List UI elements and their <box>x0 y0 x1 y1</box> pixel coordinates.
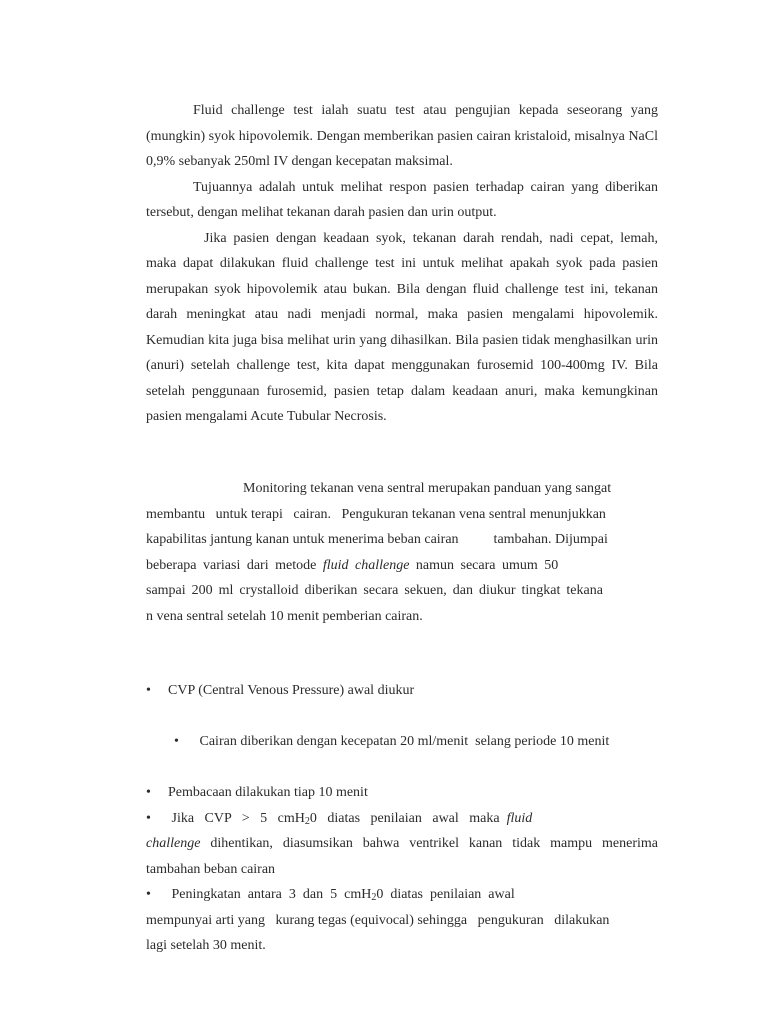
list-item <box>146 678 658 704</box>
list-item <box>146 882 658 959</box>
cvp-line-4-post: namun secara umum 50 <box>409 557 559 573</box>
bullet-icon: • <box>146 810 151 826</box>
bullet-4-mid: 0 diatas penilaian awal maka <box>309 810 507 826</box>
bullet-5-line-2: mempunyai arti yang kurang tegas (equivocal) sehingga pengukuran dilakukan <box>146 912 610 928</box>
paragraph-definition: Fluid challenge test ialah suatu test atau pengujian kepada seseorang yang (mungkin) syok hipovolemik. Dengan memberikan pasien cairan kristaloid, misalnya NaCl 0,9% sebanyak 250ml IV dengan kecepatan maksimal. <box>146 103 658 169</box>
bullet-icon: • <box>146 683 151 698</box>
bullet-text-3: Pembacaan dilakukan tiap 10 menit <box>168 785 368 800</box>
bullet-icon: • <box>146 785 151 800</box>
list-item <box>146 704 658 781</box>
bullet-5-line-3: lagi setelah 30 menit. <box>146 938 266 953</box>
section-cvp-monitoring <box>146 476 658 629</box>
bullet-4-post: dihentikan, diasumsikan bahwa ventrikel kanan tidak mampu menerima tambahan beban cairan <box>146 836 658 877</box>
bullet-icon: • <box>146 887 151 902</box>
cvp-line-4 <box>146 553 658 579</box>
cvp-line-6: n vena sentral setelah 10 menit pemberian cairan. <box>146 608 423 624</box>
fluid-challenge-term: fluid challenge <box>322 557 410 573</box>
paragraph-procedure: Jika pasien dengan keadaan syok, tekanan darah rendah, nadi cepat, lemah, maka dapat dilakukan fluid challenge test ini untuk melihat apakah syok pada pasien merupakan syok hipovolemik atau bukan. Bila dengan fluid challenge test ini, tekanan darah meningkat atau nadi menjadi normal, maka pasien mengalami hipovolemik. Kemudian kita juga bisa melihat urin yang dihasilkan. Bila pasien tidak menghasilkan urin (anuri) setelah challenge test, kita dapat menggunakan furosemid 100-400mg IV. Bila setelah penggunaan furosemid, pasien tetap dalam keadaan anuri, maka kemungkinan pasien mengalami Acute Tubular Necrosis. <box>146 230 658 424</box>
subscript-2: 2 <box>304 815 310 827</box>
cvp-line-2: membantu untuk terapi cairan. Pengukuran tekanan vena sentral menunjukkan <box>146 506 606 522</box>
cvp-line-4-pre: beberapa variasi dari metode <box>146 557 323 573</box>
bullet-text-2: Cairan diberikan dengan kecepatan 20 ml/menit selang periode 10 menit <box>199 734 610 749</box>
bullet-text-1: CVP (Central Venous Pressure) awal diukur <box>168 683 415 698</box>
list-item <box>146 806 658 883</box>
cvp-line-3: kapabilitas jantung kanan untuk menerima beban cairan tambahan. Dijumpai <box>146 532 608 547</box>
challenge-term: challenge <box>146 836 201 851</box>
bullet-4-pre: Jika CVP > 5 cmH <box>171 810 305 826</box>
cvp-line-5: sampai 200 ml crystalloid diberikan secara sekuen, dan diukur tingkat tekana <box>146 583 603 598</box>
fluid-term: fluid <box>506 810 533 826</box>
protocol-bullet-list <box>146 678 658 959</box>
cvp-line-1: Monitoring tekanan vena sentral merupakan panduan yang sangat <box>243 481 612 496</box>
paragraph-purpose: Tujuannya adalah untuk melihat respon pasien terhadap cairan yang diberikan tersebut, dengan melihat tekanan darah pasien dan urin output. <box>146 179 658 220</box>
bullet-5-mid: 0 diatas penilaian awal <box>376 887 515 902</box>
bullet-icon: • <box>174 734 179 749</box>
subscript-2: 2 <box>371 892 377 903</box>
section-fluid-challenge <box>146 98 658 430</box>
bullet-5-pre: Peningkatan antara 3 dan 5 cmH <box>171 887 372 902</box>
list-item <box>146 780 658 806</box>
